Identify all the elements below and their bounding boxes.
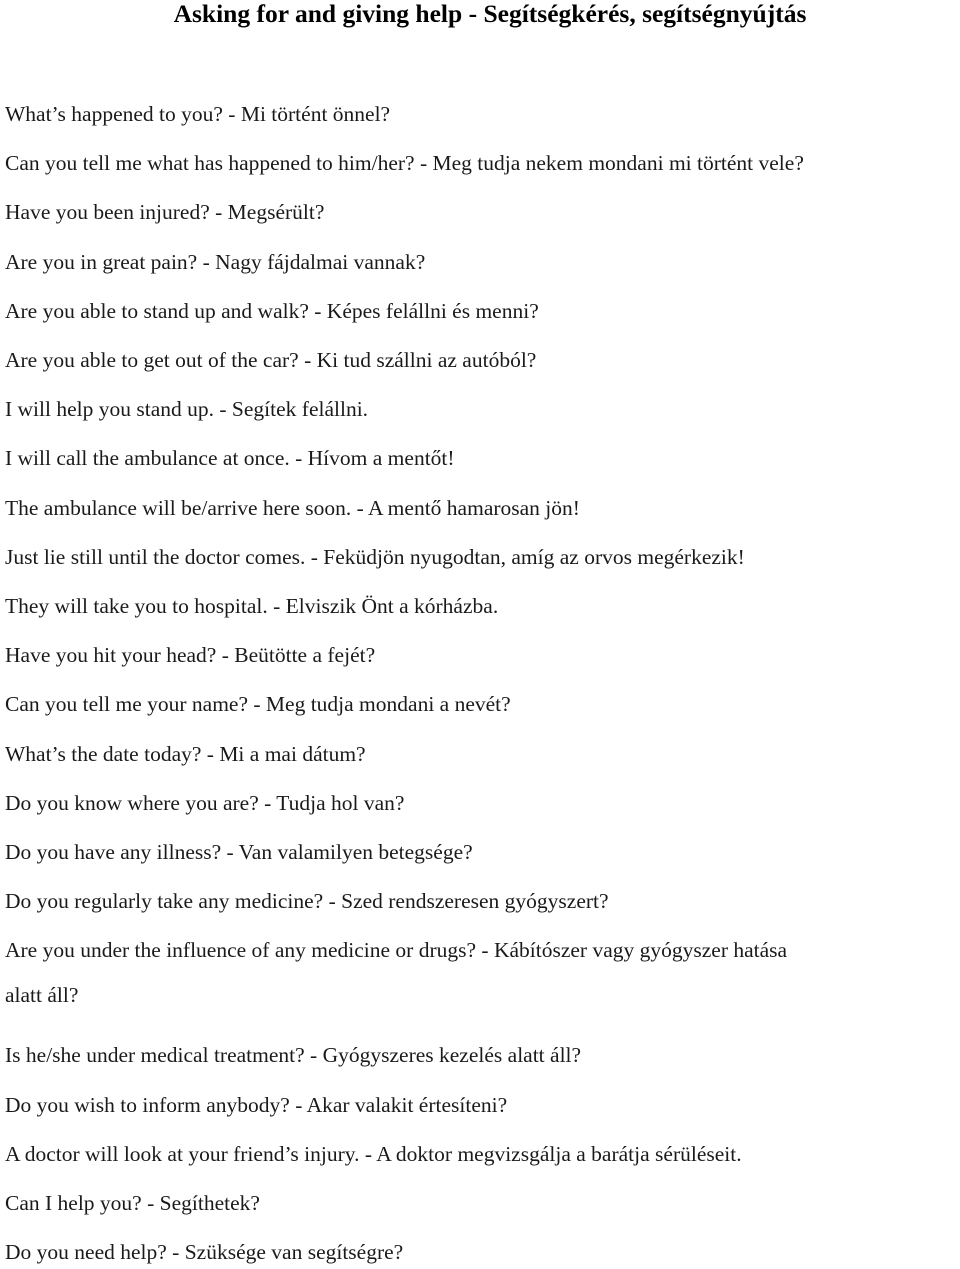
phrase-line: Do you need help? - Szüksége van segítségre? [5, 1240, 404, 1264]
phrase-line: Are you able to get out of the car? - Ki tud szállni az autóból? [5, 348, 537, 372]
phrase-line: Do you wish to inform anybody? - Akar valakit értesíteni? [5, 1093, 508, 1117]
phrase-line: Can I help you? - Segíthetek? [5, 1191, 260, 1215]
phrase-line: Is he/she under medical treatment? - Gyógyszeres kezelés alatt áll? [5, 1043, 582, 1067]
phrase-line: Do you know where you are? - Tudja hol van? [5, 791, 405, 815]
phrase-line: Have you been injured? - Megsérült? [5, 200, 325, 224]
phrase-line: Do you have any illness? - Van valamilyen betegsége? [5, 840, 473, 864]
phrase-line: Are you able to stand up and walk? - Képes felállni és menni? [5, 299, 539, 323]
phrase-line: Do you regularly take any medicine? - Szed rendszeresen gyógyszert? [5, 889, 609, 913]
phrase-line: Are you in great pain? - Nagy fájdalmai vannak? [5, 250, 426, 274]
phrase-line: What’s happened to you? - Mi történt önnel? [5, 102, 391, 126]
phrase-line: They will take you to hospital. - Elviszik Önt a kórházba. [5, 594, 499, 618]
page-title: Asking for and giving help - Segítségkérés, segítségnyújtás [173, 0, 807, 28]
phrase-line: Just lie still until the doctor comes. - Feküdjön nyugodtan, amíg az orvos megérkezik! [5, 545, 745, 569]
phrase-line: I will help you stand up. - Segítek felállni. [5, 397, 369, 421]
phrase-line: A doctor will look at your friend’s injury. - A doktor megvizsgálja a barátja sérüléseit. [5, 1142, 742, 1166]
phrase-line: The ambulance will be/arrive here soon. - A mentő hamarosan jön! [5, 496, 580, 520]
phrase-line: Can you tell me what has happened to him/her? - Meg tudja nekem mondani mi történt vele? [5, 151, 804, 175]
phrase-line-continuation: alatt áll? [5, 983, 79, 1007]
phrase-line: Can you tell me your name? - Meg tudja mondani a nevét? [5, 692, 511, 716]
phrase-line: What’s the date today? - Mi a mai dátum? [5, 742, 366, 766]
phrase-line: I will call the ambulance at once. - Hívom a mentőt! [5, 446, 455, 470]
phrase-line: Have you hit your head? - Beütötte a fejét? [5, 643, 376, 667]
phrase-line: Are you under the influence of any medicine or drugs? - Kábítószer vagy gyógyszer hatása [5, 938, 788, 962]
